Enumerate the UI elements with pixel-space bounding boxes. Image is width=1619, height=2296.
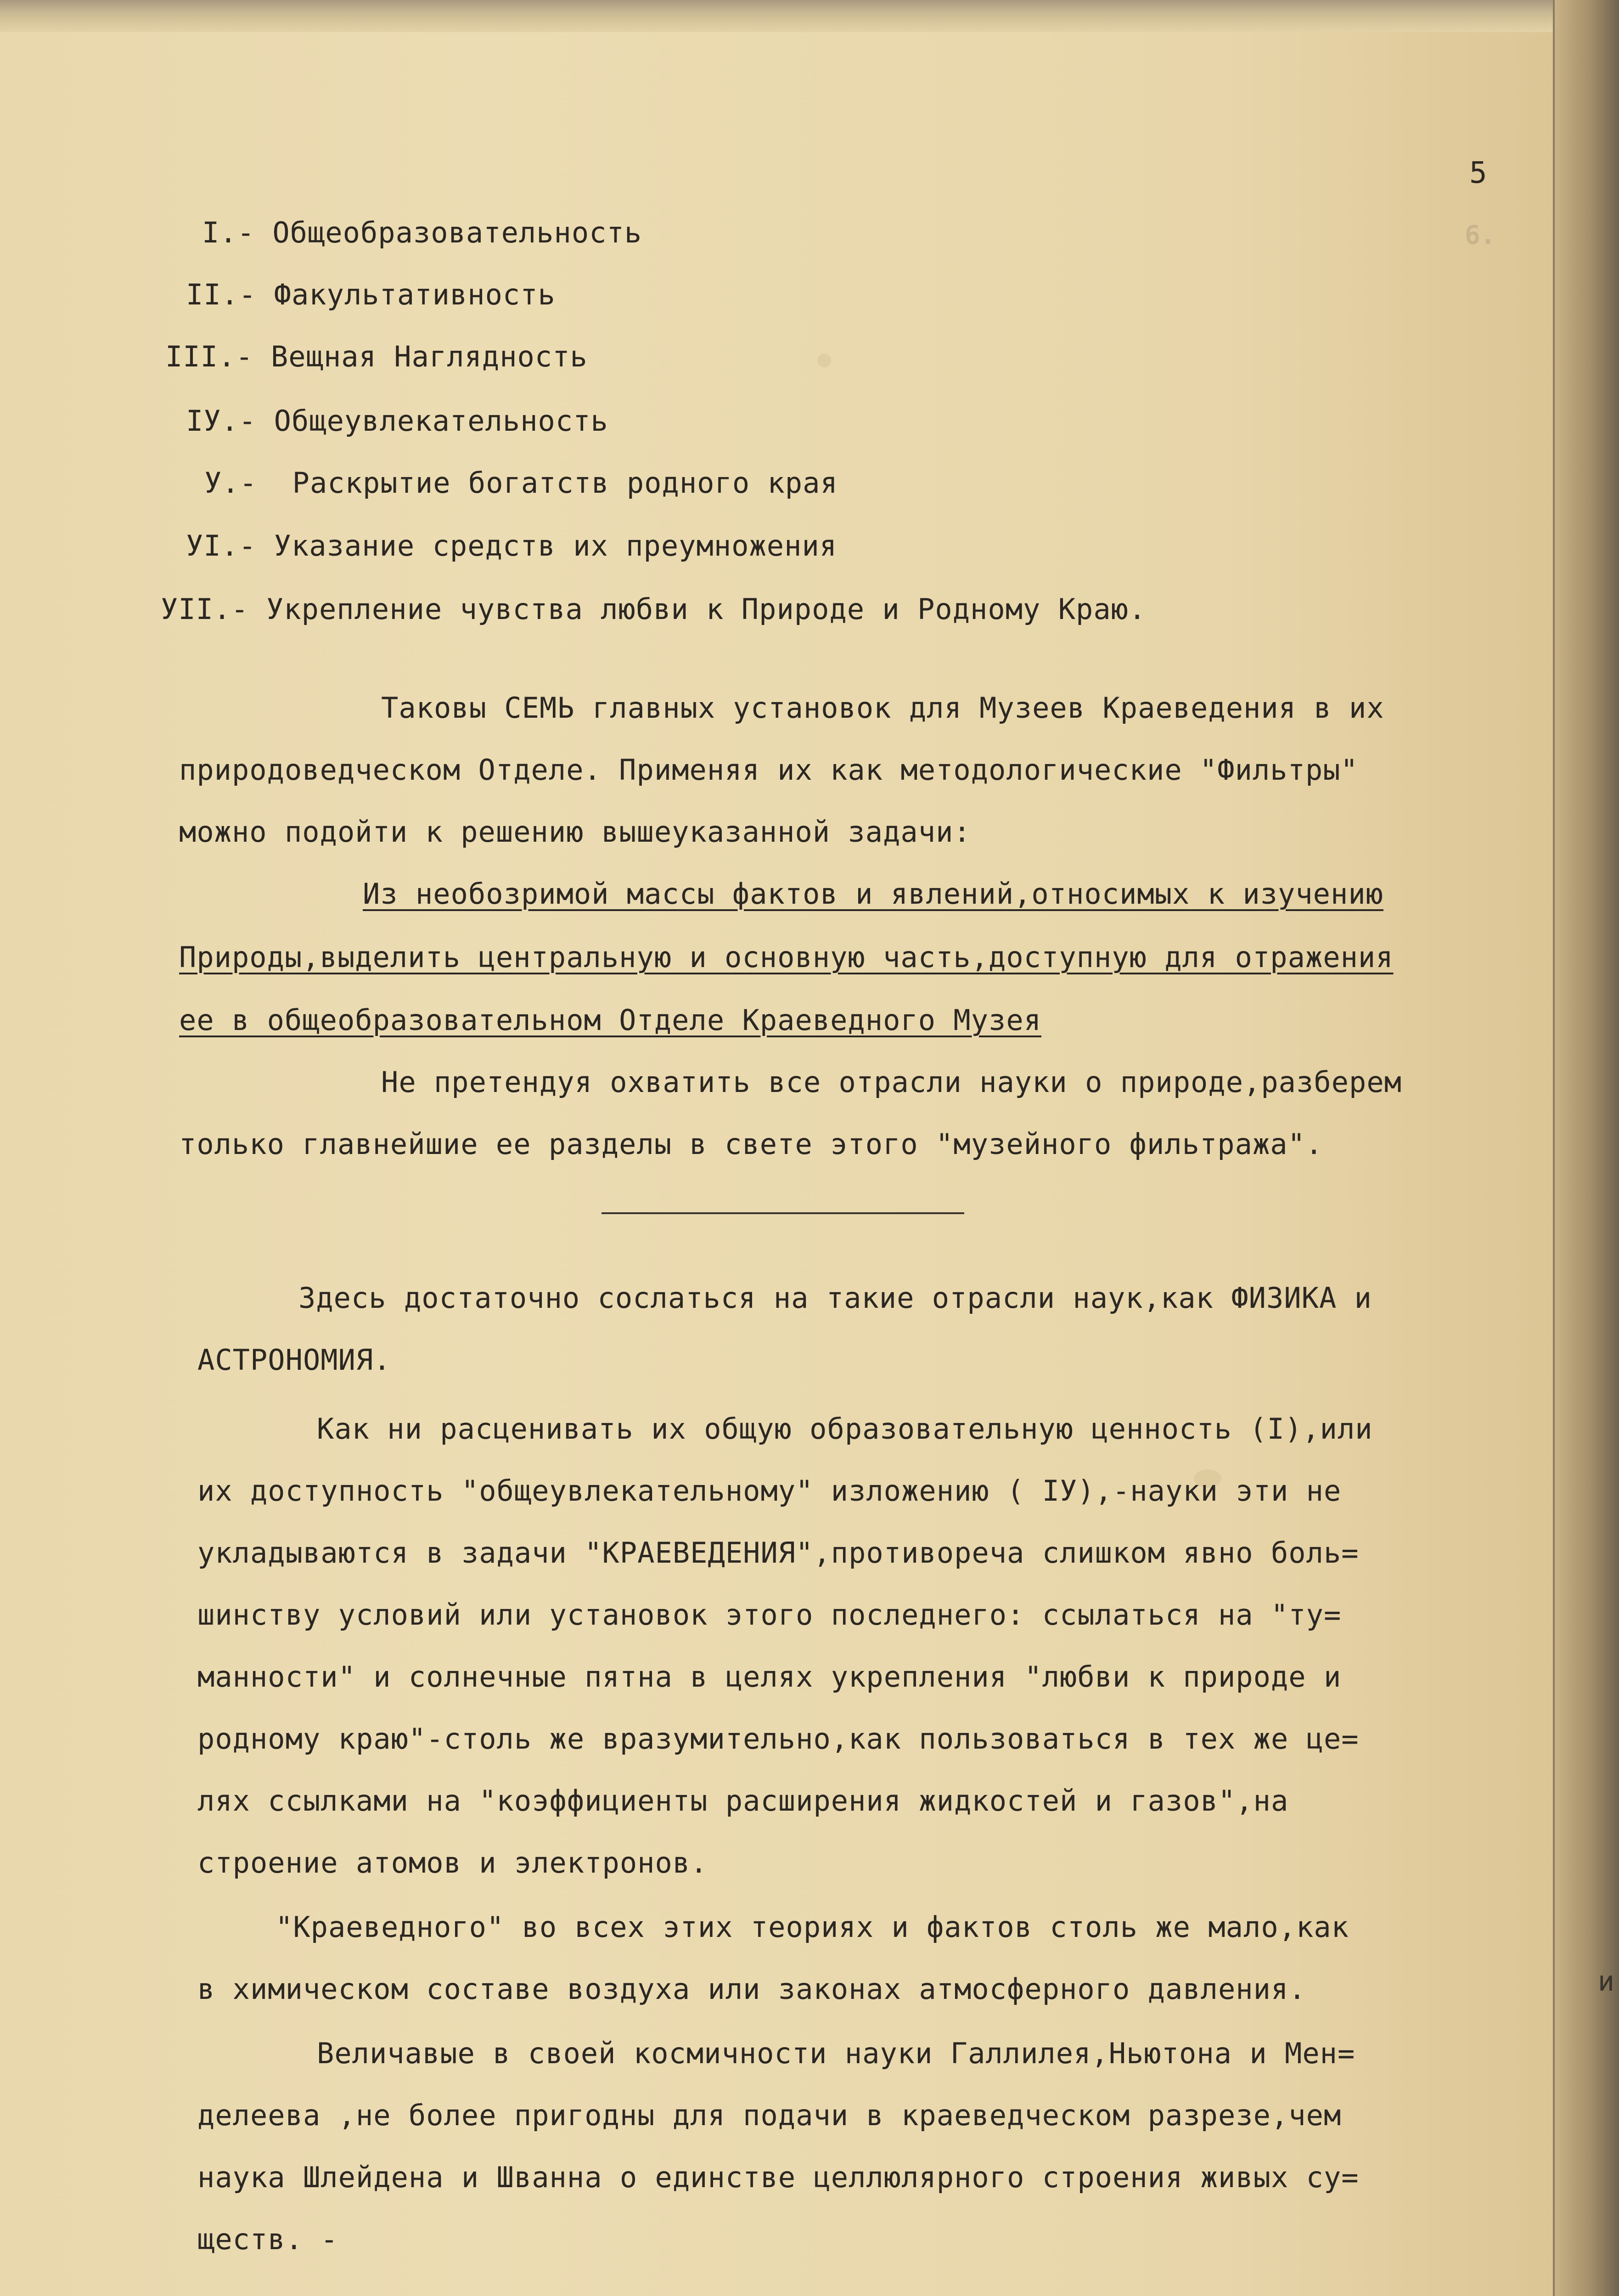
paragraph-line: Как ни расценивать их общую образовательную ценность (I),или — [317, 1412, 1373, 1446]
list-item-number: УII.- — [161, 592, 249, 626]
edge-mark: и — [1597, 1965, 1614, 1998]
paragraph-line: в химическом составе воздуха или законах атмосферного давления. — [197, 1972, 1306, 2006]
paragraph-line: манности" и солнечные пятна в целях укрепления "любви к природе и — [197, 1660, 1342, 1694]
list-item-number: III.- — [165, 340, 253, 373]
list-item — [204, 466, 838, 500]
paragraph-line: только главнейшие ее разделы в свете этого "музейного фильтража". — [179, 1127, 1323, 1161]
list-item-number: I.- — [202, 216, 255, 249]
paragraph-line: родному краю"-столь же вразумительно,как пользоваться в тех же це= — [197, 1722, 1359, 1756]
underlined-line: Природы,выделить центральную и основную часть,доступную для отражения — [179, 940, 1394, 974]
paragraph-line: строение атомов и электронов. — [197, 1846, 708, 1880]
paragraph-line: "Краеведного" во всех этих теориях и фактов столь же мало,как — [275, 1910, 1349, 1944]
page-number: 5 — [1469, 156, 1487, 190]
list-item — [161, 592, 1146, 626]
paragraph-line: делеева ,не более пригодны для подачи в краеведческом разрезе,чем — [197, 2099, 1342, 2132]
list-item-text: Раскрытие богатств родного края — [292, 466, 838, 500]
paragraph-line: Здесь достаточно сослаться на такие отрасли наук,как ФИЗИКА и — [298, 1281, 1372, 1315]
underlined-line: ее в общеобразовательном Отделе Краеведного Музея — [179, 1003, 1042, 1037]
paragraph-line: их доступность "общеувлекательному" изложению ( IУ),-науки эти не — [197, 1474, 1342, 1508]
list-item — [186, 278, 556, 311]
list-item-number: II.- — [186, 278, 257, 311]
paper-stain — [817, 354, 831, 367]
list-item-text: Общеувлекательность — [274, 404, 608, 438]
section-divider — [602, 1212, 964, 1214]
list-item-number: УI.- — [186, 529, 257, 563]
adjacent-page-edge — [1553, 0, 1619, 2296]
paragraph-line: Не претендуя охватить все отрасли науки о природе,разберем — [381, 1065, 1402, 1099]
underlined-line: Из необозримой массы фактов и явлений,относимых к изучению — [363, 877, 1383, 911]
list-item-text: Общеобразовательность — [272, 216, 642, 249]
paragraph-line: природоведческом Отделе. Применяя их как методологические "Фильтры" — [179, 753, 1358, 787]
list-item-text: Вещная Наглядность — [270, 340, 588, 373]
list-item-text: Укрепление чувства любви к Природе и Родному Краю. — [266, 592, 1147, 626]
list-item-number: У.- — [204, 466, 257, 500]
list-item — [165, 340, 588, 373]
paragraph-line: наука Шлейдена и Шванна о единстве целлюлярного строения живых су= — [197, 2161, 1359, 2194]
paragraph-line: лях ссылками на "коэффициенты расширения жидкостей и газов",на — [197, 1784, 1289, 1818]
paragraph-line: Таковы СЕМЬ главных установок для Музеев Краеведения в их — [381, 691, 1384, 725]
paragraph-line: можно подойти к решению вышеуказанной задачи: — [179, 815, 971, 849]
list-item-text: Факультативность — [274, 278, 556, 311]
list-item-number: IУ.- — [186, 404, 257, 438]
paragraph-line: АСТРОНОМИЯ. — [197, 1343, 391, 1377]
paragraph-line: укладываются в задачи "КРАЕВЕДЕНИЯ",противореча слишком явно боль= — [197, 1536, 1359, 1570]
paragraph-line: Величавые в своей космичности науки Галлилея,Ньютона и Мен= — [317, 2037, 1355, 2070]
list-item — [186, 404, 608, 438]
list-item-text: Указание средств их преумножения — [274, 529, 838, 563]
list-item — [202, 216, 642, 249]
bleed-through-number: 6. — [1465, 220, 1496, 250]
paragraph-line: шинству условий или установок этого последнего: ссылаться на "ту= — [197, 1598, 1342, 1632]
paragraph-line: ществ. - — [197, 2223, 338, 2256]
list-item — [186, 529, 837, 563]
page-top-edge — [0, 0, 1619, 32]
